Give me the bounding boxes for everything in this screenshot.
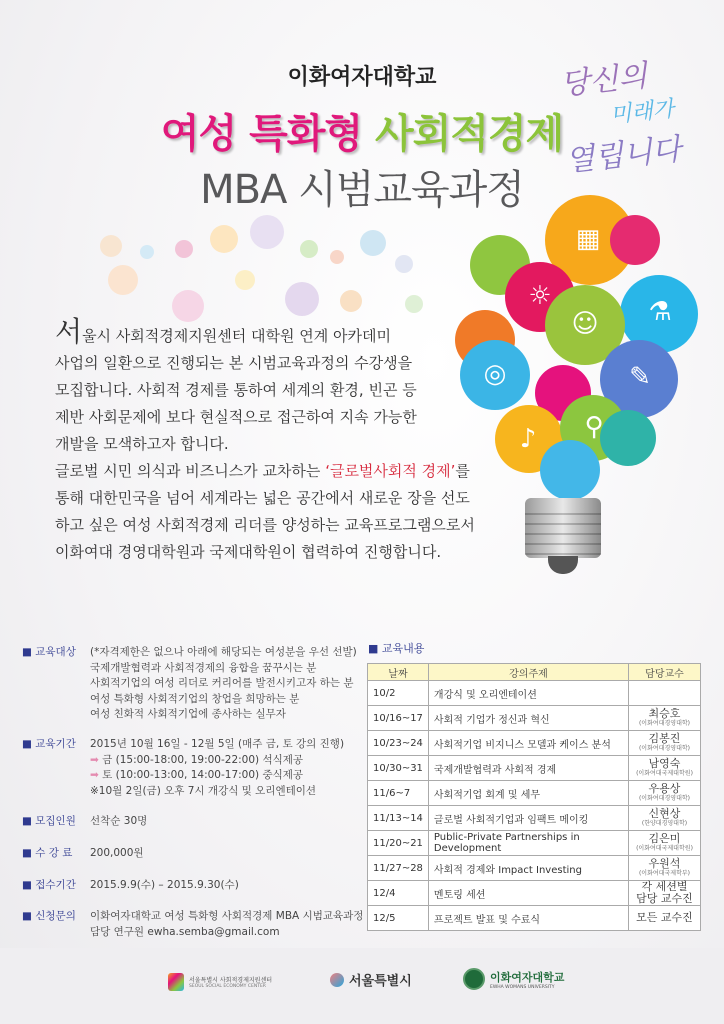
- university-name: 이화여자대학교: [287, 65, 437, 90]
- schedule-table: 날짜 강의주제 담당교수 10/2 개강식 및 오리엔테이션 10/16~17 사회적 기업가 정신과 혁신 최승호 (이화여대경영대학) 10/23~24 사회적기업 비지니스 모델과 케이스 분석 김봉진 (이화여대경영대학) 10/30~31 국제개발협력과 사회적 경제 남영숙 (이화여대국제대학원) 11/6~7 사회적기업 회계 및 세무 우용상 (이화여대경영대학) 11/13~14 글로벌 사회적기업과 임팩트 메이킹 신현상 (한양대경영대학) 11/20~21 Public-Private Partnerships in Development 김은미 (이화여대국제대학원) 11/27~28 사회적 경제와 Impact Investing 우원석 (이화여대국제학부) 12/4 멘토링 세션 각 세션별 담당 교수진 12/5 프로젝트 발표 및 수료식 모든 교수진: [367, 663, 701, 931]
- arrow-icon: ➡: [90, 753, 99, 766]
- row-topic: 멘토링 세션: [428, 881, 628, 906]
- row-topic: 사회적기업 비지니스 모델과 케이스 분석: [428, 731, 628, 756]
- row-professor: 남영숙 (이화여대국제대학원): [629, 756, 701, 781]
- table-row: [368, 731, 701, 756]
- row-date: 11/6~7: [368, 781, 429, 806]
- slogan-line-2: 미래가: [609, 96, 676, 129]
- row-professor: [629, 681, 701, 706]
- globe-icon: ◎: [483, 359, 507, 389]
- intro-first-char: 서: [55, 315, 83, 348]
- ewha-university-logo: 이화여자대학교 EWHA WOMANS UNIVERSITY: [463, 968, 564, 990]
- row-date: 11/27~28: [368, 856, 429, 881]
- row-topic: 사회적기업 회계 및 세무: [428, 781, 628, 806]
- row-topic: 개강식 및 오리엔테이션: [428, 681, 628, 706]
- row-date: 12/5: [368, 906, 429, 931]
- table-row: [368, 806, 701, 831]
- subtitle: MBA 시범교육과정: [200, 167, 524, 213]
- table-row: [368, 856, 701, 881]
- table-row: [368, 706, 701, 731]
- row-topic: 사회적 경제와 Impact Investing: [428, 856, 628, 881]
- row-professor: 최승호 (이화여대경영대학): [629, 706, 701, 731]
- flask-icon: ⚗: [648, 297, 672, 327]
- seoul-city-logo: 서울특별시: [330, 970, 412, 989]
- arrow-icon: ➡: [90, 769, 99, 781]
- row-professor: 김은미 (이화여대국제대학원): [629, 831, 701, 856]
- title-green: 사회적경제: [374, 111, 564, 157]
- table-row: [368, 781, 701, 806]
- row-date: 10/23~24: [368, 731, 429, 756]
- row-topic: Public-Private Partnerships in Development: [428, 831, 628, 856]
- row-professor: 김봉진 (이화여대경영대학): [629, 731, 701, 756]
- row-topic: 국제개발협력과 사회적 경제: [428, 756, 628, 781]
- row-professor: 신현상 (한양대경영대학): [629, 806, 701, 831]
- slogan-line-1: 당신의: [558, 58, 649, 103]
- row-date: 11/13~14: [368, 806, 429, 831]
- chart-presentation-icon: ▦: [575, 224, 601, 254]
- row-topic: 프로젝트 발표 및 수료식: [428, 906, 628, 931]
- table-row: [368, 681, 701, 706]
- magnifier-icon: ⚲: [584, 412, 604, 442]
- lightbulb-icon: ☼: [528, 281, 552, 311]
- row-professor: 우용상 (이화여대경영대학): [629, 781, 701, 806]
- footer: [0, 948, 724, 1024]
- table-row: [368, 906, 701, 931]
- pencil-icon: ✎: [629, 362, 651, 392]
- row-date: 10/16~17: [368, 706, 429, 731]
- table-row: [368, 831, 701, 856]
- schedule-title: ■ 교육내용: [368, 642, 425, 655]
- music-note-icon: ♪: [519, 424, 537, 454]
- row-professor: 모든 교수진: [629, 906, 701, 931]
- table-row: [368, 881, 701, 906]
- row-date: 12/4: [368, 881, 429, 906]
- people-icon: ☺: [571, 309, 599, 339]
- row-professor: 우원석 (이화여대국제학부): [629, 856, 701, 881]
- table-row: [368, 756, 701, 781]
- row-date: 10/30~31: [368, 756, 429, 781]
- row-date: 11/20~21: [368, 831, 429, 856]
- row-date: 10/2: [368, 681, 429, 706]
- seoul-social-economy-center-logo: 서울특별시 사회적경제지원센터 SEOUL SOCIAL ECONOMY CENTER: [168, 973, 272, 991]
- row-professor: 각 세션별 담당 교수진: [629, 881, 701, 906]
- row-topic: 사회적 기업가 정신과 혁신: [428, 706, 628, 731]
- highlight-text: ‘글로벌사회적 경제’: [325, 462, 456, 480]
- title-pink: 여성 특화형: [160, 111, 362, 157]
- slogan-line-3: 열립니다: [563, 132, 683, 179]
- row-topic: 글로벌 사회적기업과 임팩트 메이킹: [428, 806, 628, 831]
- intro-paragraph: 서울시 사회적경제지원센터 대학원 연계 아카데미 사업의 일환으로 진행되는 본 시범교육과정의 수강생을 모집합니다. 사회적 경제를 통하여 세계의 환경, 빈곤 등 제반 사회문제에 보다 현실적으로 접근하여 지속 가능한 개발을 모색하고자 합니다. 글로벌 시민 의식과 비즈니스가 교차하는 ‘글로벌사회적 경제’를 통해 대한민국을 넘어 세계라는 넓은 공간에서 새로운 장을 선도 하고 싶은 여성 사회적경제 리더를 양성하는 교육프로그램으로서 이화여대 경영대학원과 국제대학원이 협력하여 진행합니다.: [55, 315, 475, 561]
